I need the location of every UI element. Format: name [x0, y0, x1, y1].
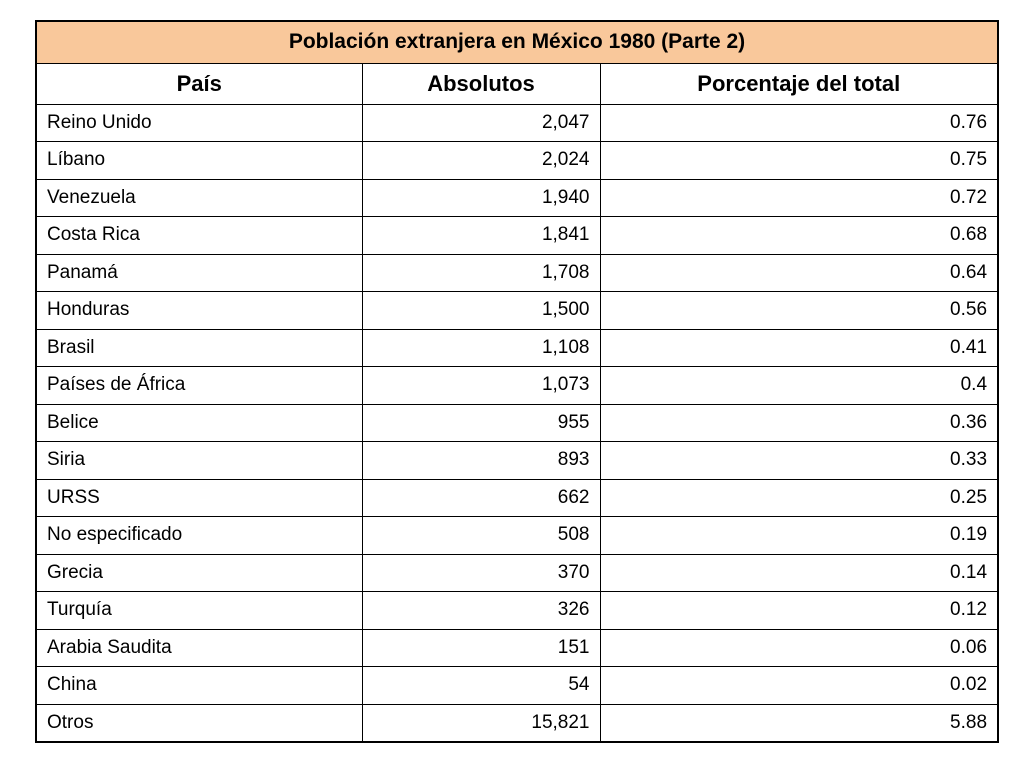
cell-country: Brasil [36, 329, 362, 367]
cell-percent: 0.41 [600, 329, 998, 367]
cell-country: Arabia Saudita [36, 629, 362, 667]
cell-country: Países de África [36, 367, 362, 405]
cell-percent: 0.64 [600, 254, 998, 292]
cell-absolute: 54 [362, 667, 600, 705]
cell-absolute: 1,500 [362, 292, 600, 330]
cell-percent: 0.36 [600, 404, 998, 442]
cell-percent: 0.06 [600, 629, 998, 667]
table-body [36, 104, 998, 742]
cell-country: Honduras [36, 292, 362, 330]
cell-country: Belice [36, 404, 362, 442]
cell-absolute: 1,841 [362, 217, 600, 255]
cell-percent: 0.75 [600, 142, 998, 180]
table-title: Población extranjera en México 1980 (Parte 2) [36, 21, 998, 63]
table-row [36, 292, 998, 330]
table-row [36, 367, 998, 405]
table-row [36, 629, 998, 667]
cell-absolute: 1,940 [362, 179, 600, 217]
table-row [36, 667, 998, 705]
cell-country: Turquía [36, 592, 362, 630]
cell-absolute: 2,047 [362, 104, 600, 142]
cell-absolute: 326 [362, 592, 600, 630]
foreign-population-table [35, 20, 999, 743]
cell-percent: 0.33 [600, 442, 998, 480]
cell-country: Venezuela [36, 179, 362, 217]
cell-absolute: 370 [362, 554, 600, 592]
cell-percent: 0.19 [600, 517, 998, 555]
cell-absolute: 151 [362, 629, 600, 667]
cell-country: Panamá [36, 254, 362, 292]
cell-absolute: 1,708 [362, 254, 600, 292]
cell-absolute: 508 [362, 517, 600, 555]
column-header-absolute: Absolutos [362, 63, 600, 104]
cell-absolute: 1,108 [362, 329, 600, 367]
table-row [36, 592, 998, 630]
cell-absolute: 2,024 [362, 142, 600, 180]
header-row [36, 63, 998, 104]
cell-percent: 0.25 [600, 479, 998, 517]
table-row [36, 554, 998, 592]
table-row [36, 517, 998, 555]
cell-country: Reino Unido [36, 104, 362, 142]
cell-percent: 0.76 [600, 104, 998, 142]
cell-country: China [36, 667, 362, 705]
cell-percent: 0.4 [600, 367, 998, 405]
cell-absolute: 1,073 [362, 367, 600, 405]
table-row [36, 704, 998, 742]
cell-country: No especificado [36, 517, 362, 555]
cell-country: Costa Rica [36, 217, 362, 255]
table-row [36, 442, 998, 480]
cell-absolute: 662 [362, 479, 600, 517]
cell-percent: 0.56 [600, 292, 998, 330]
table-row [36, 254, 998, 292]
table-row [36, 217, 998, 255]
table-row [36, 142, 998, 180]
cell-country: Líbano [36, 142, 362, 180]
table-row [36, 179, 998, 217]
table-row [36, 329, 998, 367]
cell-country: Siria [36, 442, 362, 480]
cell-absolute: 893 [362, 442, 600, 480]
cell-percent: 0.68 [600, 217, 998, 255]
table-row [36, 404, 998, 442]
table-row [36, 104, 998, 142]
cell-absolute: 955 [362, 404, 600, 442]
cell-country: URSS [36, 479, 362, 517]
cell-percent: 5.88 [600, 704, 998, 742]
table-row [36, 479, 998, 517]
cell-country: Grecia [36, 554, 362, 592]
cell-absolute: 15,821 [362, 704, 600, 742]
cell-percent: 0.72 [600, 179, 998, 217]
cell-percent: 0.12 [600, 592, 998, 630]
cell-percent: 0.02 [600, 667, 998, 705]
column-header-country: País [36, 63, 362, 104]
cell-country: Otros [36, 704, 362, 742]
column-header-percent: Porcentaje del total [600, 63, 998, 104]
title-row [36, 21, 998, 63]
cell-percent: 0.14 [600, 554, 998, 592]
